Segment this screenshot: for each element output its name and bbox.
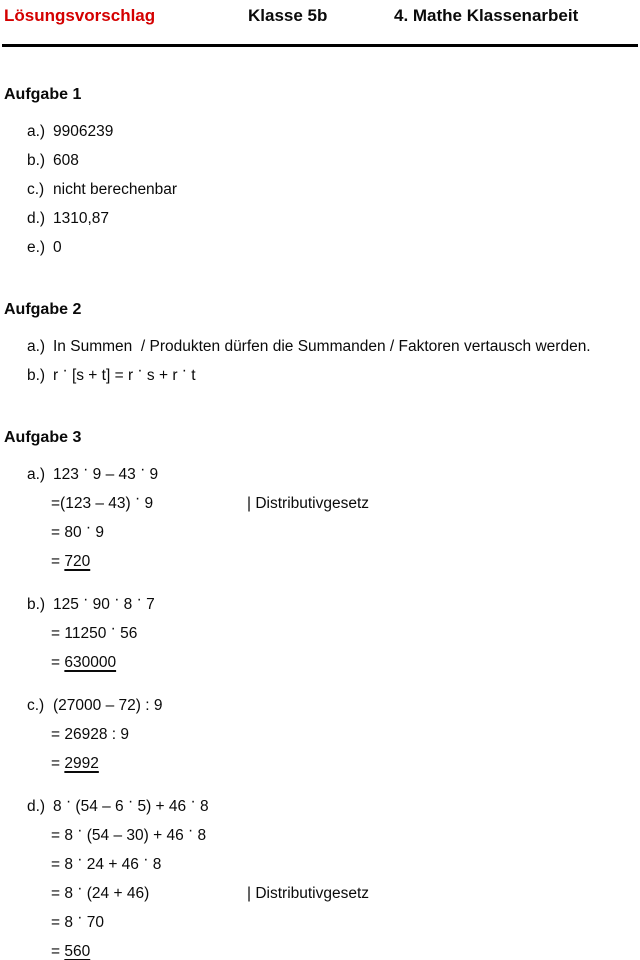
class-label: Klasse 5b xyxy=(248,6,328,25)
line-text: = 11250 · 56 xyxy=(51,620,138,642)
math-line xyxy=(4,908,636,937)
line-text: = 8 · 70 xyxy=(51,909,105,931)
item-label: a.) xyxy=(27,466,46,483)
line-text: 8 · (54 – 6 · 5) + 46 · 8 xyxy=(53,793,209,815)
line-text: 1310,87 xyxy=(53,210,110,227)
math-line xyxy=(4,792,636,821)
line-text: In Summen / Produkten dürfen die Summanden / Faktoren vertausch werden. xyxy=(53,338,591,355)
multiplication-dot-icon: · xyxy=(143,851,149,869)
exercise-item xyxy=(4,332,636,361)
multiplication-dot-icon: · xyxy=(85,519,92,537)
math-line xyxy=(4,117,636,146)
exercise-item xyxy=(4,233,636,262)
multiplication-dot-icon: · xyxy=(181,362,187,380)
header-rule xyxy=(2,44,638,47)
math-line xyxy=(4,146,636,175)
line-text: = 560 xyxy=(51,943,91,960)
multiplication-dot-icon: · xyxy=(62,362,68,380)
result-value: 2992 xyxy=(64,755,99,772)
line-text: (27000 – 72) : 9 xyxy=(53,697,163,714)
item-label: c.) xyxy=(27,181,45,198)
exercise-section xyxy=(4,300,636,390)
math-line xyxy=(4,175,636,204)
line-text: nicht berechenbar xyxy=(53,181,178,198)
math-line xyxy=(4,749,636,778)
multiplication-dot-icon: · xyxy=(137,362,143,380)
line-text: r · [s + t] = r · s + r · t xyxy=(53,362,196,384)
multiplication-dot-icon: · xyxy=(77,909,83,927)
result-value: 720 xyxy=(64,553,91,570)
line-text: 608 xyxy=(53,152,79,169)
line-text: 0 xyxy=(53,239,62,256)
line-text: = 630000 xyxy=(51,654,117,671)
multiplication-dot-icon: · xyxy=(65,793,72,811)
math-line xyxy=(4,648,636,677)
law-note: | Distributivgesetz xyxy=(247,885,370,902)
exercise-item xyxy=(4,146,636,175)
exercise-item xyxy=(4,691,636,778)
multiplication-dot-icon: · xyxy=(188,822,194,840)
exercise-item xyxy=(4,460,636,576)
item-label: b.) xyxy=(27,152,46,169)
section-heading: Aufgabe 1 xyxy=(4,86,82,103)
math-line xyxy=(4,850,636,879)
exercise-item xyxy=(4,117,636,146)
item-label: d.) xyxy=(27,210,46,227)
exercise-item xyxy=(4,361,636,390)
line-text: = 8 · (24 + 46) xyxy=(51,880,150,902)
multiplication-dot-icon: · xyxy=(83,591,89,609)
multiplication-dot-icon: · xyxy=(136,591,142,609)
multiplication-dot-icon: · xyxy=(190,793,196,811)
item-label: b.) xyxy=(27,596,46,613)
multiplication-dot-icon: · xyxy=(77,822,83,840)
line-text: = 26928 : 9 xyxy=(51,726,129,743)
exercise-section xyxy=(4,85,636,262)
math-line xyxy=(4,460,636,489)
page-header xyxy=(4,5,636,28)
line-text: 9906239 xyxy=(53,123,114,140)
exercise-item xyxy=(4,590,636,677)
section-heading: Aufgabe 2 xyxy=(4,301,82,318)
line-text: = 8 · 24 + 46 · 8 xyxy=(51,851,162,873)
multiplication-dot-icon: · xyxy=(135,490,141,508)
item-label: b.) xyxy=(27,367,46,384)
page-title: Lösungsvorschlag xyxy=(4,6,156,25)
line-text: 125 · 90 · 8 · 7 xyxy=(53,591,155,613)
exercise-item xyxy=(4,175,636,204)
exam-title: 4. Mathe Klassenarbeit xyxy=(394,6,579,25)
item-label: e.) xyxy=(27,239,46,256)
math-line xyxy=(4,233,636,262)
line-text: = 8 · (54 – 30) + 46 · 8 xyxy=(51,822,207,844)
content xyxy=(4,85,636,960)
math-line xyxy=(4,518,636,547)
item-label: d.) xyxy=(27,798,46,815)
line-text: = 720 xyxy=(51,553,91,570)
line-text: 123 · 9 – 43 · 9 xyxy=(53,461,159,483)
law-note: | Distributivgesetz xyxy=(247,495,370,512)
math-line xyxy=(4,547,636,576)
math-line xyxy=(4,720,636,749)
exercise-section xyxy=(4,428,636,960)
multiplication-dot-icon: · xyxy=(110,620,116,638)
math-line xyxy=(4,361,636,390)
multiplication-dot-icon: · xyxy=(127,793,134,811)
line-text: =(123 – 43) · 9 xyxy=(51,490,154,512)
multiplication-dot-icon: · xyxy=(140,461,146,479)
line-text: = 80 · 9 xyxy=(51,519,105,541)
math-line xyxy=(4,821,636,850)
math-line xyxy=(4,937,636,960)
math-line xyxy=(4,619,636,648)
line-text: = 2992 xyxy=(51,755,99,772)
math-line xyxy=(4,879,636,908)
item-label: a.) xyxy=(27,338,46,355)
result-value: 560 xyxy=(64,943,91,960)
item-label: c.) xyxy=(27,697,45,714)
exercise-item xyxy=(4,792,636,960)
multiplication-dot-icon: · xyxy=(77,851,83,869)
multiplication-dot-icon: · xyxy=(83,461,89,479)
multiplication-dot-icon: · xyxy=(114,591,120,609)
math-line xyxy=(4,590,636,619)
multiplication-dot-icon: · xyxy=(77,880,83,898)
exercise-item xyxy=(4,204,636,233)
math-line xyxy=(4,332,636,361)
item-label: a.) xyxy=(27,123,46,140)
math-line xyxy=(4,204,636,233)
result-value: 630000 xyxy=(64,654,117,671)
math-line xyxy=(4,691,636,720)
math-line xyxy=(4,489,636,518)
section-heading: Aufgabe 3 xyxy=(4,429,82,446)
